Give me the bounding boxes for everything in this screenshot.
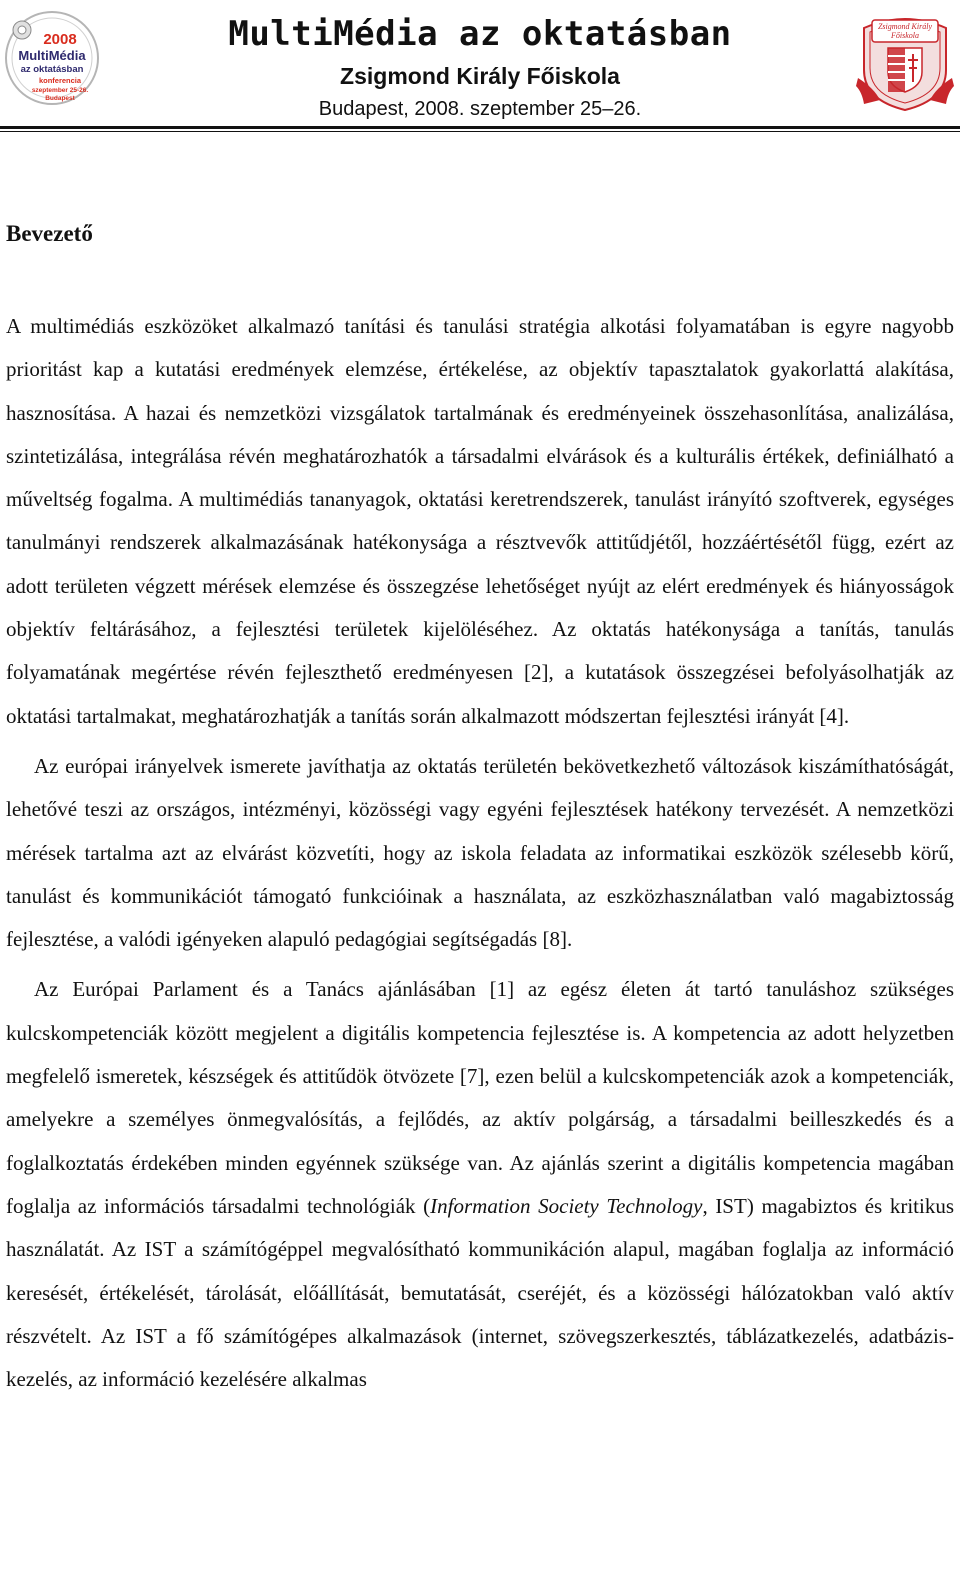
paragraph-1: A multimédiás eszközöket alkalmazó tanítási és tanulási stratégia alkotási folyamatában is egyre nagyobb prioritást kap a kutatási eredmények elemzése, értékelése, az objektív tapasztalatok gyakorlattá alakítása, hasznosítása. A hazai és nemzetközi vizsgálatok tartalmának és eredményeinek összehasonlítása, analizálása, szintetizálása, integrálása révén meghatározhatók a társadalmi elvárások és a kulturális értékek, definiálható a műveltség fogalma. A multimédiás tananyagok, oktatási keretrendszerek, tanulást irányító szoftverek, egységes tanulmányi rendszerek alkalmazásának hatékonysága a résztvevők attitűdjétől, hozzáértésétől függ, ezért az adott területen végzett mérések elemzése és összegzése lehetőséget nyújt az elért eredmények és hiányosságok objektív feltárásához, a fejlesztési területek kijelöléséhez. Az oktatás hatékonysága a tanítás, tanulás folyamatának megértése révén fejleszthető eredményesen [2], a kutatások összegzései befolyásolhatják az oktatási tartalmakat, meghatározhatják a tanítás során alkalmazott módszertan fejlesztési irányát [4].: [6, 314, 954, 728]
crest-line2: Főiskola: [891, 31, 919, 40]
logo-year: 2008: [43, 31, 77, 48]
logo-line5: Budapest: [45, 95, 75, 102]
page-header: [0, 0, 960, 130]
header-rule: [0, 126, 960, 129]
paragraph-3-part-2: , IST) magabiztos és kritikus használatát. Az IST a számítógéppel megvalósítható kommunikáción alapul, magában foglalja az információ keresését, értékelését, tárolását, előállítását, bemutatását, cseréjét, és a közösségi hálózatokban való aktív részvételt. Az IST a fő számítógépes alkalmazások (internet, szövegszerkesztés, táblázatkezelés, adatbázis-kezelés, az információ kezelésére alkalmas: [6, 1193, 954, 1392]
header-rule-thin: [0, 131, 960, 132]
college-crest-logo: [854, 8, 956, 112]
conference-logo: [2, 6, 102, 116]
logo-line3: konferencia: [38, 76, 82, 85]
body-text: [6, 305, 954, 1401]
conference-title: MultiMédia az oktatásban: [228, 14, 732, 54]
institution-name: Zsigmond Király Főiskola: [340, 63, 620, 89]
logo-line4: szeptember 25-26.: [31, 87, 89, 94]
place-and-date: Budapest, 2008. szeptember 25–26.: [318, 98, 642, 120]
italic-term: Information Society Technology: [430, 1193, 703, 1218]
crest-line1: Zsigmond Király: [877, 22, 933, 31]
section-heading: Bevezető: [6, 221, 93, 246]
paragraph-3: [6, 968, 954, 1401]
logo-line1: MultiMédia: [18, 48, 86, 63]
paragraph-3-part-1: Az Európai Parlament és a Tanács ajánlásában [1] az egész életen át tartó tanuláshoz szükséges kulcskompetenciák között megjelent a digitális kompetencia fejlesztése is. A kompetencia az adott helyzetben megfelelő ismeretek, készségek és attitűdök ötvözete [7], ezen belül a kulcskompetenciák azok a kompetenciák, amelyekre a személyes önmegvalósítás, a fejlődés, az aktív polgárság, a társadalmi beilleszkedés és a foglalkoztatás érdekében minden egyénnek szüksége van. Az ajánlás szerint a digitális kompetencia magában foglalja az információs társadalmi technológiák (: [6, 977, 954, 1218]
logo-line2: az oktatásban: [20, 64, 84, 75]
paragraph-2: Az európai irányelvek ismerete javíthatja az oktatás területén bekövetkezhető változások kiszámíthatóságát, lehetővé teszi az országos, intézményi, közösségi vagy egyéni fejlesztések hatékony tervezését. A nemzetközi mérések tartalma azt az elvárást közvetíti, hogy az iskola feladata az informatikai eszközök szélesebb körű, tanulást és kommunikációt támogató funkcióinak a használata, az eszközhasználatban való magabiztosság fejlesztése, a valódi igényeken alapuló pedagógiai segítségadás [8].: [6, 753, 954, 952]
